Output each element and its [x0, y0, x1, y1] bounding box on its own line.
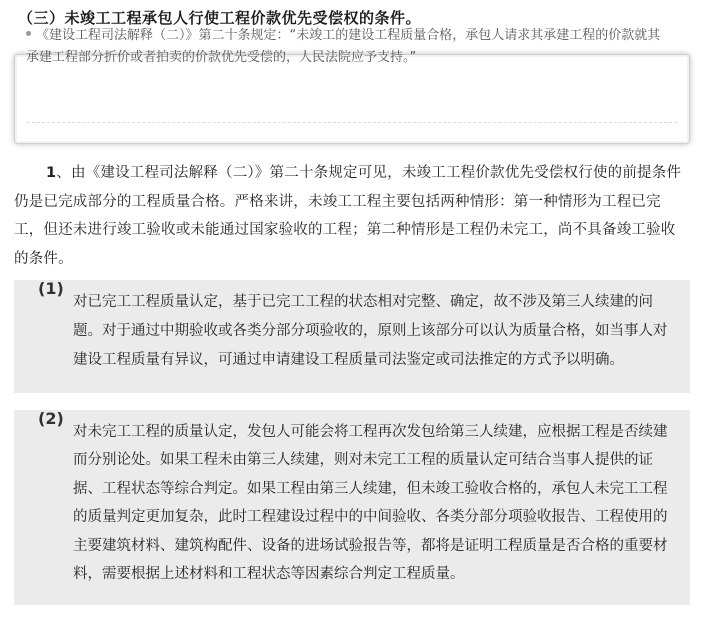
quote-text-container — [26, 25, 666, 69]
item-text: 对已完工工程质量认定，基于已完工工程的状态相对完整、确定，故不涉及第三人续建的问题。对于通过中期验收或各类分部分项验收的，原则上该部分可以认为质量合格，如当事人对建设工程质量有异议，可通过申请建设工程质量司法鉴定或司法推定的方式予以明确。 — [73, 294, 668, 368]
item-label: (1) — [38, 279, 64, 298]
quote-divider — [27, 67, 677, 123]
item-label: (2) — [38, 409, 64, 428]
item-block-2 — [14, 410, 690, 605]
paragraph-text: 、由《建设工程司法解释（二）》第二十条规定可见，未竣工工程价款优先受偿权行使的前提条件仍是已完成部分的工程质量合格。严格来讲，未竣工工程主要包括两种情形：第一种情形为工程已完工，但还未进行竣工验收或未能通过国家验收的工程；第二种情形是工程仍未完工，尚不具备竣工验收的条件。 — [14, 165, 682, 267]
paragraph-1 — [14, 159, 690, 273]
item-block-1 — [14, 280, 690, 393]
section-heading: （三）未竣工工程承包人行使工程价款优先受偿权的条件。 — [18, 9, 422, 27]
quote-text: 《建设工程司法解释（二）》第二十条规定：“未竣工的建设工程质量合格，承包人请求其承建工程的价款就其承建工程部分折价或者拍卖的价款优先受偿的，人民法院应予支持。” — [26, 28, 661, 65]
paragraph-number: 1 — [46, 165, 57, 181]
item-text: 对未完工工程的质量认定，发包人可能会将工程再次发包给第三人续建，应根据工程是否续建而分别论处。如果工程未由第三人续建，则对未完工工程的质量认定可结合当事人提供的证据、工程状态等综合判定。如果工程由第三人续建，但未竣工验收合格的，承包人未完工工程的质量判定更加复杂，此时工程建设过程中的中间验收、各类分部分项验收报告、工程使用的主要建筑材料、建筑构配件、设备的进场试验报告等，都将是证明工程质量是否合格的重要材料，需要根据上述材料和工程状态等因素综合判定工程质量。 — [73, 424, 668, 583]
bullet-icon — [26, 31, 31, 36]
